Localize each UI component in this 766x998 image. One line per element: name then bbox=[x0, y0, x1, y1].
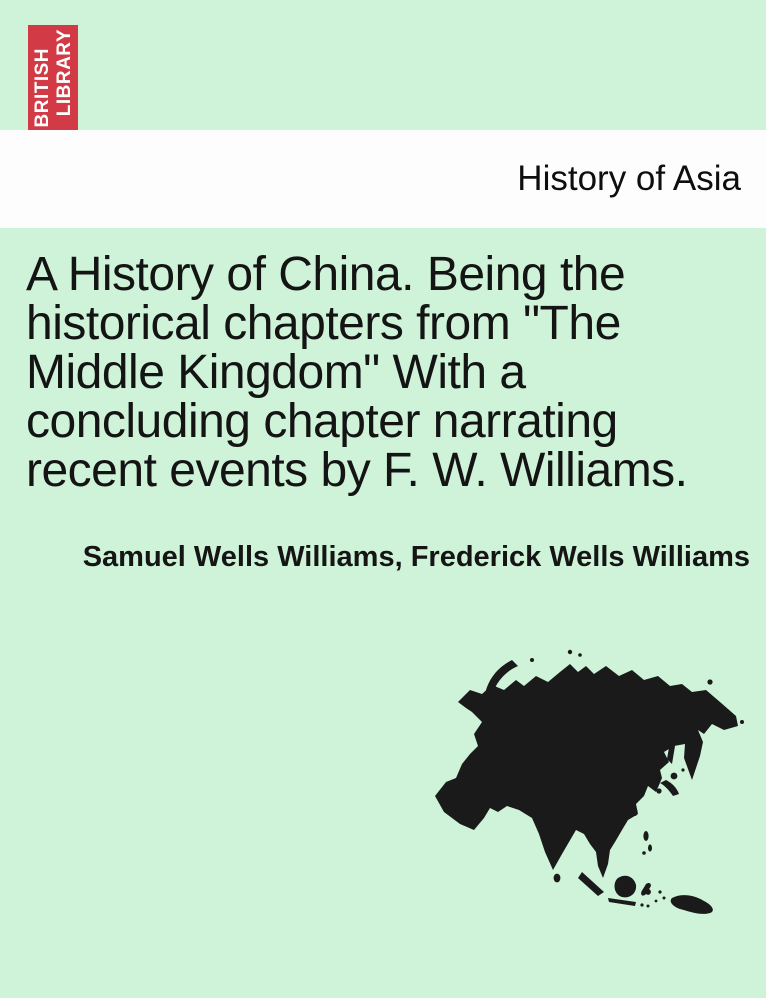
asia-map-silhouette bbox=[420, 630, 752, 916]
island-philippine bbox=[642, 851, 646, 855]
logo-word-british: BRITISH bbox=[32, 47, 53, 127]
island-luzon bbox=[643, 831, 648, 841]
book-title bbox=[26, 250, 756, 495]
island-dot bbox=[568, 650, 572, 654]
island-maluku bbox=[663, 897, 666, 900]
title-line: historical chapters from "The bbox=[26, 297, 621, 350]
island-dot bbox=[530, 658, 534, 662]
island-new-guinea bbox=[671, 895, 713, 914]
island-borneo bbox=[615, 876, 637, 898]
title-line: recent events by F. W. Williams. bbox=[26, 444, 688, 497]
island-lombok bbox=[647, 905, 650, 908]
logo-word-library: LIBRARY bbox=[54, 29, 75, 117]
authors-line: Samuel Wells Williams, Frederick Wells Williams bbox=[82, 541, 750, 573]
title-line: A History of China. Being the bbox=[26, 248, 626, 301]
island-bali bbox=[640, 903, 643, 906]
island-dot bbox=[740, 720, 744, 724]
island-honshu bbox=[660, 780, 679, 796]
asia-map bbox=[420, 630, 752, 916]
island-kyushu bbox=[656, 788, 661, 793]
island-kuril bbox=[686, 761, 689, 764]
title-line: concluding chapter narrating bbox=[26, 395, 618, 448]
island-philippine bbox=[648, 844, 652, 851]
category-band bbox=[0, 130, 766, 228]
island-hokkaido bbox=[671, 773, 678, 780]
island-kuril bbox=[681, 768, 684, 771]
island-kuril bbox=[692, 755, 695, 758]
title-line: Middle Kingdom" With a bbox=[26, 346, 526, 399]
island-java bbox=[608, 898, 636, 906]
island-wrangel bbox=[707, 679, 712, 684]
asia-landmass bbox=[435, 650, 744, 914]
asia-mainland bbox=[435, 664, 738, 878]
island-sumatra bbox=[578, 872, 604, 896]
island-hainan bbox=[616, 823, 622, 829]
island-sulawesi bbox=[641, 883, 651, 896]
category-label: History of Asia bbox=[517, 159, 741, 198]
island-maluku bbox=[658, 890, 661, 893]
island-dot bbox=[578, 653, 582, 657]
island-sri-lanka bbox=[554, 874, 561, 883]
island-maluku bbox=[655, 900, 658, 903]
island-taiwan bbox=[632, 808, 637, 816]
british-library-logo bbox=[28, 25, 78, 130]
